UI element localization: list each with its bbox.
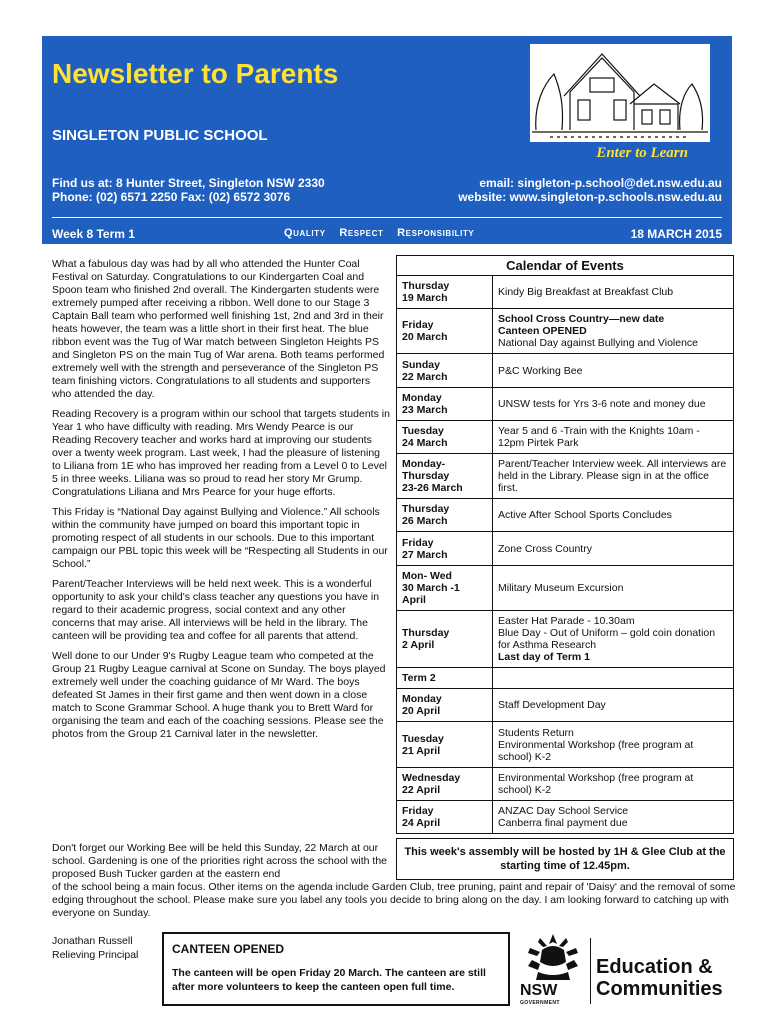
calendar-event-line: Canberra final payment due	[498, 816, 628, 829]
nsw-education-logo	[518, 930, 740, 1010]
calendar-event-line: Active After School Sports Concludes	[498, 509, 672, 522]
working-bee-paragraph	[52, 842, 742, 920]
calendar-date-day: Wednesday	[402, 771, 461, 784]
calendar-row	[397, 768, 733, 801]
calendar-event	[493, 421, 733, 453]
issue-date: 18 MARCH 2015	[630, 227, 722, 241]
calendar-date-day: Monday-	[402, 458, 446, 471]
calendar-date	[397, 722, 493, 766]
calendar-date-day: Monday	[402, 693, 442, 706]
week-term: Week 8 Term 1	[52, 227, 135, 241]
calendar-row	[397, 722, 733, 767]
canteen-text: The canteen will be open Friday 20 March. The canteen are still after more volunteers to keep the canteen open full time.	[172, 967, 486, 993]
calendar-date-date: Thursday	[402, 470, 450, 483]
calendar-event-line: Kindy Big Breakfast at Breakfast Club	[498, 286, 674, 299]
calendar-event-line: P&C Working Bee	[498, 364, 583, 377]
calendar-event-line: Environmental Workshop (free program at school) K-2	[498, 771, 694, 796]
masthead-divider	[52, 217, 722, 218]
calendar-date-date: 24 April	[402, 816, 441, 829]
contact-right	[458, 176, 722, 204]
calendar-row	[397, 499, 733, 532]
calendar-event	[493, 689, 733, 721]
calendar-date-day: Friday	[402, 319, 434, 332]
calendar-event	[493, 768, 733, 800]
article-paragraph: Parent/Teacher Interviews will be held next week. This is a wonderful opportunity to ask your child's class teacher any questions you have in regard to their academic progress, social context and any other concerns that may arise. All interviews will be held in the library. The canteen will be providing tea and coffee for all parents that attend.	[52, 578, 380, 642]
newsletter-title: Newsletter to Parents	[52, 58, 339, 89]
calendar-row	[397, 354, 733, 387]
canteen-notice	[162, 932, 510, 1006]
calendar-row	[397, 801, 733, 833]
calendar-event-line: National Day against Bullying and Violence	[498, 337, 699, 350]
calendar-date-date: 26 March	[402, 515, 448, 528]
school-values	[284, 227, 484, 239]
calendar-date-day: Tuesday	[402, 732, 444, 745]
calendar-event	[493, 276, 733, 308]
calendar-date-date2: April	[402, 593, 426, 606]
calendar-event-line: Environmental Workshop (free program at school) K-2	[498, 738, 694, 763]
school-motto: Enter to Learn	[596, 145, 688, 161]
calendar-date-day: Monday	[402, 391, 442, 404]
school-building-image	[530, 44, 710, 142]
calendar-event-line: Students Return	[498, 726, 574, 739]
calendar-row	[397, 689, 733, 722]
department-line-2: Communities	[596, 978, 723, 1000]
calendar-date	[397, 388, 493, 420]
calendar-date-day: Thursday	[402, 280, 450, 293]
school-name: SINGLETON PUBLIC SCHOOL	[52, 127, 268, 144]
calendar-row	[397, 276, 733, 309]
email-link[interactable]: email: singleton-p.school@det.nsw.edu.au	[479, 176, 722, 190]
calendar-date-date2: 23-26 March	[402, 482, 463, 495]
department-name	[596, 956, 723, 1000]
calendar-date	[397, 499, 493, 531]
calendar-date	[397, 454, 493, 498]
calendar-date	[397, 276, 493, 308]
waratah-icon	[518, 930, 588, 984]
calendar-row	[397, 668, 733, 689]
calendar-date-date: 27 March	[402, 548, 448, 561]
calendar-event-line: Easter Hat Parade - 10.30am	[498, 614, 635, 627]
calendar-date	[397, 421, 493, 453]
calendar-date	[397, 309, 493, 353]
calendar-event	[493, 499, 733, 531]
calendar-event-line: Zone Cross Country	[498, 542, 592, 555]
calendar-row	[397, 454, 733, 499]
calendar-event	[493, 309, 733, 353]
calendar-date-date: 23 March	[402, 403, 448, 416]
calendar-event	[493, 388, 733, 420]
article-paragraph: What a fabulous day was had by all who attended the Hunter Coal Festival on Saturday. Congratulations to our Kindergarten Coal and Spoon team who finished 2nd overall. The Kindergarten students were extremely pumped after receiving a ribbon. Well done to our Stage 3 Captain Ball team who performed well finishing 1st, 2nd and 3rd in their heats however, the team was a little short in their first heat. The blue ribbon event was the Tug of War match between Singleton Heights PS and Singleton PS on the main Tug of War arena. Both teams performed extremely well with the strength and perseverance of the Singleton PS team finishing victors. Congratulations to all students and supporters who attended the day.	[52, 258, 385, 400]
calendar-date	[397, 768, 493, 800]
calendar-event-line: Staff Development Day	[498, 699, 606, 712]
calendar-event-line: Military Museum Excursion	[498, 581, 624, 594]
nsw-wordmark: NSW	[520, 982, 558, 999]
calendar-row	[397, 532, 733, 565]
calendar-event	[493, 454, 733, 498]
phone-fax: Phone: (02) 6571 2250 Fax: (02) 6572 3076	[52, 190, 291, 204]
calendar-date-date: 20 March	[402, 331, 448, 344]
calendar-date-day: Friday	[402, 804, 434, 817]
calendar-event	[493, 354, 733, 386]
calendar-row	[397, 421, 733, 454]
calendar-event-line: Parent/Teacher Interview week. All interviews are held in the Library. Please sign in at the office first.	[498, 458, 727, 495]
calendar-event-line: ANZAC Day School Service	[498, 804, 629, 817]
working-bee-text-start: Don't forget our Working Bee will be held this Sunday, 22 March at our school. Gardening is one of the priorities right across the school with the proposed Bush Tucker garden at the eastern end	[52, 842, 388, 880]
calendar-date	[397, 566, 493, 610]
canteen-title: CANTEEN OPENED	[172, 942, 285, 956]
calendar-event	[493, 722, 733, 766]
calendar-date-date: 30 March -1	[402, 581, 460, 594]
calendar-date-date: 22 April	[402, 783, 441, 796]
value-responsibility: Responsibility	[397, 227, 475, 239]
calendar-event	[493, 566, 733, 610]
logo-divider	[590, 938, 591, 1004]
calendar-date	[397, 689, 493, 721]
calendar-row	[397, 611, 733, 668]
calendar-date-day: Term 2	[402, 672, 436, 685]
calendar-date-day: Thursday	[402, 626, 450, 639]
calendar-date	[397, 354, 493, 386]
signoff-name: Jonathan Russell	[52, 935, 133, 947]
calendar-row	[397, 309, 733, 354]
signoff-role: Relieving Principal	[52, 949, 139, 961]
calendar-date	[397, 668, 493, 688]
calendar-date-date: 21 April	[402, 744, 441, 757]
article-body	[52, 258, 390, 748]
calendar-date-day: Thursday	[402, 503, 450, 516]
working-bee-text-end: of the school being a main focus. Other items on the agenda include Garden Club, tree pruning, paint and repair of 'Daisy' and the removal of some edging throughout the school. Please make sure you label any tools you decide to bring along on the day. I am looking forward to catching up with everyone on Sunday.	[52, 881, 736, 919]
calendar-date-day: Mon- Wed	[402, 569, 452, 582]
calendar-event-line: Blue Day - Out of Uniform – gold coin donation for Asthma Research	[498, 626, 716, 651]
calendar-date	[397, 801, 493, 833]
department-line-1: Education &	[596, 956, 713, 978]
calendar-date-date: 22 March	[402, 370, 448, 383]
value-respect: Respect	[339, 227, 384, 239]
calendar-date	[397, 532, 493, 564]
article-paragraph: Well done to our Under 9's Rugby League team who competed at the Group 21 Rugby League carnival at Scone on Sunday. The boys played extremely well under the coaching guidance of Mr Ward. The boys defeated St James in their first game and then went down in a close match to Scone Grammar School. A huge thank you to Brett Ward for organising the team and each of the coaching sessions. Please see the photos from the Group 21 Carnival later in the newsletter.	[52, 650, 386, 740]
article-paragraph: This Friday is “National Day against Bullying and Violence.” All schools within the community have jumped on board this important topic in promoting respect of all students in our schools. Due to this important campaign our PBL topic this week will be “Respecting all Students in our School.”	[52, 506, 388, 570]
value-quality: Quality	[284, 227, 326, 239]
calendar-date-date: 2 April	[402, 638, 435, 651]
calendar-date	[397, 611, 493, 667]
calendar-row	[397, 566, 733, 611]
calendar-event	[493, 801, 733, 833]
calendar-date-day: Tuesday	[402, 424, 444, 437]
calendar-event-line: Last day of Term 1	[498, 650, 590, 663]
calendar-row	[397, 388, 733, 421]
government-wordmark: GOVERNMENT	[520, 1000, 560, 1006]
contact-left	[52, 176, 325, 204]
calendar-event	[493, 668, 733, 688]
calendar-event-line: Canteen OPENED	[498, 325, 587, 338]
calendar-date-day: Sunday	[402, 358, 440, 371]
calendar-date-day: Friday	[402, 536, 434, 549]
calendar-event-line: Year 5 and 6 -Train with the Knights 10am - 12pm Pirtek Park	[498, 424, 700, 449]
calendar-title: Calendar of Events	[397, 256, 733, 276]
calendar-date-date: 20 April	[402, 705, 441, 718]
calendar-event-line: UNSW tests for Yrs 3-6 note and money due	[498, 397, 706, 410]
calendar-date-date: 19 March	[402, 292, 448, 305]
calendar-of-events	[396, 255, 734, 834]
calendar-event-line: School Cross Country—new date	[498, 313, 665, 326]
calendar-event	[493, 532, 733, 564]
address: Find us at: 8 Hunter Street, Singleton NSW 2330	[52, 176, 325, 190]
assembly-notice: This week's assembly will be hosted by 1H & Glee Club at the starting time of 12.45pm.	[396, 838, 734, 880]
masthead	[42, 36, 732, 244]
calendar-event	[493, 611, 733, 667]
website-link[interactable]: website: www.singleton-p.schools.nsw.edu.au	[458, 190, 722, 204]
article-paragraph: Reading Recovery is a program within our school that targets students in Year 1 who have difficulty with reading. Mrs Wendy Pearce is our Reading Recovery teacher and works hard at improving our students over a twenty week program. Last week, I had the pleasure of listening to Liliana from 1E who has improved her reading from a Level 0 to Level 5 in three weeks. Liliana was so proud to read her story Mr Grump. Congratulations Liliana and Mrs Pearce for your huge efforts.	[52, 408, 390, 498]
signoff	[52, 934, 138, 962]
calendar-date-date: 24 March	[402, 436, 448, 449]
